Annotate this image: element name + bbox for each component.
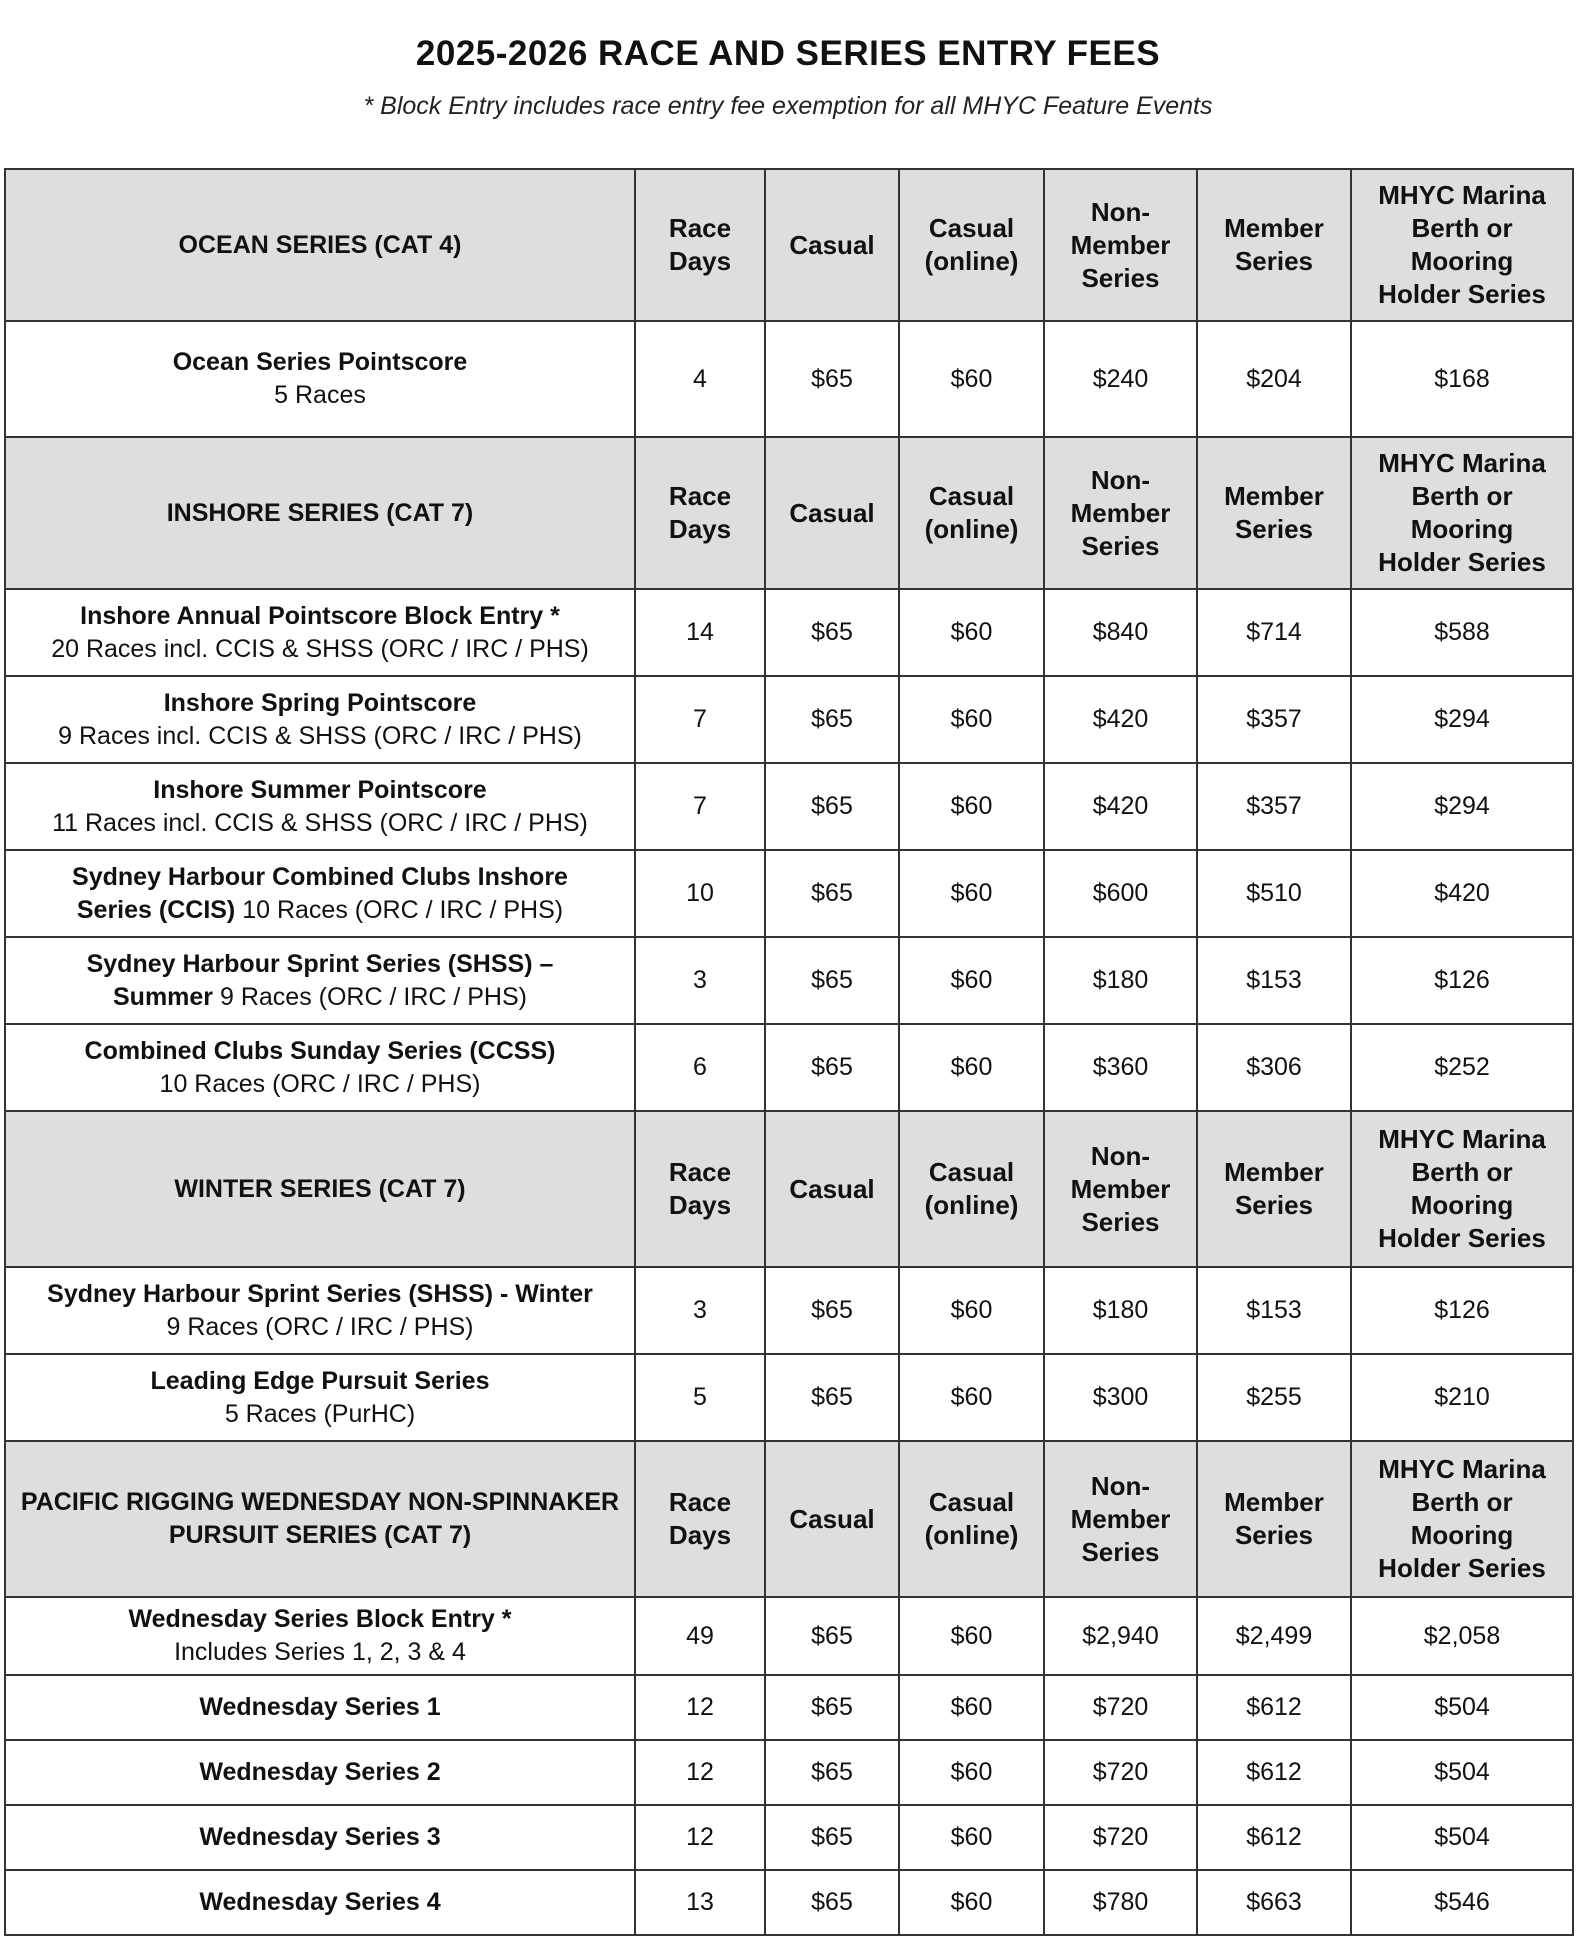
section-header-row [5,169,1573,321]
series-name-cell [5,1870,635,1935]
page-subtitle: * Block Entry includes race entry fee exemption for all MHYC Feature Events [363,92,1213,120]
cell-non-member-series: $840 [1044,589,1197,676]
cell-race-days: 13 [635,1870,765,1935]
column-header-line: Series [1234,1520,1314,1550]
column-header-casual-online [899,169,1044,321]
cell-casual: $65 [765,1675,899,1740]
cell-non-member-series: $180 [1044,937,1197,1024]
column-header-line: Member [1224,1487,1324,1517]
column-header-line: Non- [1090,1140,1151,1171]
table-row [5,1675,1573,1740]
cell-member-series: $612 [1197,1740,1351,1805]
cell-non-member-series: $2,940 [1044,1597,1197,1675]
cell-casual-online: $60 [899,850,1044,937]
column-header-line: Berth or [1411,1487,1513,1517]
column-header-line: Days [668,514,732,544]
cell-mhyc-holder-series: $126 [1351,1267,1573,1354]
cell-race-days: 12 [635,1675,765,1740]
cell-member-series: $663 [1197,1870,1351,1935]
column-header-line: Member [1070,1173,1171,1204]
cell-casual-online: $60 [899,676,1044,763]
column-header-line: Race [668,213,732,243]
cell-mhyc-holder-series: $504 [1351,1675,1573,1740]
column-header-line: Member [1070,497,1171,528]
cell-mhyc-holder-series: $252 [1351,1024,1573,1111]
cell-non-member-series: $300 [1044,1354,1197,1441]
column-header-member-series [1197,169,1351,321]
column-header-non-member-series [1044,1111,1197,1267]
cell-race-days: 4 [635,321,765,437]
column-header-non-member-series [1044,437,1197,589]
cell-casual-online: $60 [899,1805,1044,1870]
series-detail: 9 Races (ORC / IRC / PHS) [213,982,527,1011]
cell-non-member-series: $780 [1044,1870,1197,1935]
column-header-line: (online) [924,1190,1019,1220]
column-header-line: Days [668,1520,732,1550]
column-header-line: Holder Series [1378,1223,1546,1253]
cell-casual: $65 [765,1740,899,1805]
cell-member-series: $714 [1197,589,1351,676]
cell-race-days: 14 [635,589,765,676]
column-header-casual [765,1111,899,1267]
column-header-line: Berth or [1411,481,1513,511]
series-detail: 5 Races [274,381,366,409]
column-header-line: Casual [789,497,875,528]
cell-non-member-series: $600 [1044,850,1197,937]
series-name: Wednesday Series 2 [199,1758,441,1786]
series-detail: 10 Races (ORC / IRC / PHS) [235,895,564,924]
series-name: Inshore Summer Pointscore [153,775,487,804]
cell-non-member-series: $720 [1044,1740,1197,1805]
column-header-member-series [1197,437,1351,589]
column-header-line: Series [1081,262,1160,293]
series-name-cell [5,589,635,676]
cell-casual-online: $60 [899,763,1044,850]
cell-race-days: 10 [635,850,765,937]
cell-mhyc-holder-series: $546 [1351,1870,1573,1935]
series-name: Inshore Spring Pointscore [163,688,477,717]
section-header-row [5,1111,1573,1267]
cell-member-series: $306 [1197,1024,1351,1111]
series-name: Inshore Annual Pointscore Block Entry * [80,601,560,630]
cell-non-member-series: $180 [1044,1267,1197,1354]
cell-member-series: $204 [1197,321,1351,437]
column-header-line: Mooring [1410,1520,1514,1550]
cell-casual-online: $60 [899,1024,1044,1111]
series-name-cell [5,1597,635,1675]
cell-casual: $65 [765,937,899,1024]
cell-casual: $65 [765,589,899,676]
fees-table-body [5,169,1573,1935]
cell-casual: $65 [765,1354,899,1441]
column-header-casual-online [899,437,1044,589]
cell-member-series: $153 [1197,1267,1351,1354]
series-name-cell [5,937,635,1024]
column-header-line: Casual [789,229,875,260]
column-header-line: Casual [928,1157,1015,1187]
cell-casual: $65 [765,1870,899,1935]
table-row [5,1597,1573,1675]
series-detail: 20 Races incl. CCIS & SHSS (ORC / IRC / PHS) [51,634,589,663]
cell-casual: $65 [765,321,899,437]
series-detail: 10 Races (ORC / IRC / PHS) [159,1069,481,1098]
column-header-line: Member [1224,481,1324,511]
cell-casual-online: $60 [899,1870,1044,1935]
column-header-line: Holder Series [1378,279,1546,309]
column-header-line: Non- [1090,1470,1151,1501]
series-name: Series (CCIS) [76,895,236,924]
page-title: 2025-2026 RACE AND SERIES ENTRY FEES [415,34,1161,73]
series-name: Summer [113,982,214,1011]
series-name: Wednesday Series 1 [199,1693,441,1721]
series-name-cell [5,850,635,937]
series-name-cell [5,1675,635,1740]
column-header-line: Mooring [1410,1190,1514,1220]
column-header-line: (online) [924,1520,1019,1550]
series-name-cell [5,1740,635,1805]
series-detail: 9 Races (ORC / IRC / PHS) [166,1312,474,1341]
cell-race-days: 7 [635,763,765,850]
column-header-casual-online [899,1111,1044,1267]
column-header-line: Series [1234,246,1314,276]
cell-race-days: 5 [635,1354,765,1441]
cell-casual-online: $60 [899,1354,1044,1441]
column-header-line: Member [1224,213,1324,243]
cell-member-series: $2,499 [1197,1597,1351,1675]
column-header-non-member-series [1044,169,1197,321]
table-row [5,1805,1573,1870]
cell-race-days: 12 [635,1740,765,1805]
column-header-line: Casual [928,1487,1015,1517]
cell-race-days: 49 [635,1597,765,1675]
cell-member-series: $255 [1197,1354,1351,1441]
cell-race-days: 7 [635,676,765,763]
cell-non-member-series: $420 [1044,763,1197,850]
column-header-line: (online) [924,514,1019,544]
section-header-row [5,437,1573,589]
cell-casual: $65 [765,1597,899,1675]
cell-casual-online: $60 [899,1675,1044,1740]
series-name-cell [5,1805,635,1870]
column-header-line: Casual [928,481,1015,511]
column-header-line: (online) [924,246,1019,276]
column-header-casual [765,1441,899,1597]
column-header-line: Series [1081,1536,1160,1567]
series-name: Sydney Harbour Sprint Series (SHSS) – [86,949,554,978]
cell-member-series: $357 [1197,763,1351,850]
column-header-line: Days [668,246,732,276]
series-name: Leading Edge Pursuit Series [150,1366,490,1395]
column-header-line: Series [1234,1190,1314,1220]
table-row [5,937,1573,1024]
cell-casual: $65 [765,1805,899,1870]
section-title [5,1441,635,1597]
column-header-line: Holder Series [1378,547,1546,577]
column-header-line: Member [1070,229,1171,260]
table-row [5,850,1573,937]
cell-race-days: 12 [635,1805,765,1870]
cell-mhyc-holder-series: $168 [1351,321,1573,437]
cell-mhyc-holder-series: $294 [1351,763,1573,850]
column-header-member-series [1197,1441,1351,1597]
table-row [5,763,1573,850]
column-header-non-member-series [1044,1441,1197,1597]
cell-mhyc-holder-series: $210 [1351,1354,1573,1441]
table-row [5,1267,1573,1354]
column-header-line: Casual [789,1173,875,1204]
column-header-line: Berth or [1411,1157,1513,1187]
table-row [5,589,1573,676]
column-header-race-days [635,1441,765,1597]
cell-casual-online: $60 [899,937,1044,1024]
series-name: Combined Clubs Sunday Series (CCSS) [84,1036,556,1065]
column-header-line: Berth or [1411,213,1513,243]
cell-race-days: 3 [635,1267,765,1354]
series-name: Wednesday Series 3 [199,1823,441,1851]
column-header-casual-online [899,1441,1044,1597]
cell-mhyc-holder-series: $294 [1351,676,1573,763]
series-name: Ocean Series Pointscore [172,348,468,376]
table-row [5,676,1573,763]
series-detail: Includes Series 1, 2, 3 & 4 [174,1638,466,1666]
table-row [5,321,1573,437]
section-title [5,437,635,589]
series-name: Wednesday Series 4 [199,1888,441,1916]
column-header-line: MHYC Marina [1378,448,1546,478]
column-header-line: Casual [789,1503,875,1534]
section-header-row [5,1441,1573,1597]
table-row [5,1354,1573,1441]
series-name: Sydney Harbour Combined Clubs Inshore [72,862,568,891]
table-row [5,1024,1573,1111]
column-header-member-series [1197,1111,1351,1267]
section-title [5,1111,635,1267]
cell-casual-online: $60 [899,1740,1044,1805]
section-title-line: OCEAN SERIES (CAT 4) [178,230,462,259]
section-title-line: WINTER SERIES (CAT 7) [174,1174,466,1203]
section-title-line: PURSUIT SERIES (CAT 7) [168,1521,472,1549]
section-title-line: PACIFIC RIGGING WEDNESDAY NON-SPINNAKER [20,1488,620,1516]
series-name-cell [5,321,635,437]
series-name: Wednesday Series Block Entry * [128,1605,512,1633]
column-header-line: Days [668,1190,732,1220]
column-header-line: Series [1081,530,1160,561]
section-title-line: INSHORE SERIES (CAT 7) [166,498,474,527]
fees-table [4,168,1574,1936]
cell-member-series: $357 [1197,676,1351,763]
column-header-line: Casual [928,213,1015,243]
cell-non-member-series: $360 [1044,1024,1197,1111]
cell-casual-online: $60 [899,589,1044,676]
column-header-line: Member [1070,1503,1171,1534]
column-header-line: Mooring [1410,514,1514,544]
series-name-cont [12,894,628,927]
cell-non-member-series: $240 [1044,321,1197,437]
cell-casual: $65 [765,676,899,763]
series-name-cell [5,763,635,850]
cell-casual-online: $60 [899,1267,1044,1354]
series-name-cell [5,1354,635,1441]
series-detail: 11 Races incl. CCIS & SHSS (ORC / IRC / PHS) [52,808,588,837]
column-header-line: Non- [1090,196,1151,227]
series-detail: 9 Races incl. CCIS & SHSS (ORC / IRC / PHS) [58,721,582,750]
cell-mhyc-holder-series: $504 [1351,1805,1573,1870]
column-header-line: MHYC Marina [1378,1124,1546,1154]
column-header-line: Series [1234,514,1314,544]
column-header-casual [765,169,899,321]
column-header-line: Race [668,1487,732,1517]
cell-non-member-series: $720 [1044,1805,1197,1870]
column-header-mhyc-holder-series [1351,1441,1573,1597]
column-header-casual [765,437,899,589]
cell-member-series: $612 [1197,1675,1351,1740]
cell-non-member-series: $720 [1044,1675,1197,1740]
series-name: Sydney Harbour Sprint Series (SHSS) - Winter [47,1279,593,1308]
cell-mhyc-holder-series: $420 [1351,850,1573,937]
cell-casual: $65 [765,1024,899,1111]
cell-mhyc-holder-series: $126 [1351,937,1573,1024]
column-header-race-days [635,169,765,321]
cell-casual: $65 [765,1267,899,1354]
cell-member-series: $153 [1197,937,1351,1024]
cell-casual-online: $60 [899,321,1044,437]
cell-mhyc-holder-series: $588 [1351,589,1573,676]
column-header-mhyc-holder-series [1351,437,1573,589]
cell-member-series: $510 [1197,850,1351,937]
section-title [5,169,635,321]
column-header-line: Race [668,481,732,511]
cell-casual-online: $60 [899,1597,1044,1675]
column-header-line: Mooring [1410,246,1514,276]
cell-mhyc-holder-series: $504 [1351,1740,1573,1805]
column-header-line: Race [668,1157,732,1187]
column-header-line: Series [1081,1206,1160,1237]
column-header-line: Non- [1090,464,1151,495]
cell-non-member-series: $420 [1044,676,1197,763]
table-row [5,1740,1573,1805]
column-header-line: Member [1224,1157,1324,1187]
column-header-mhyc-holder-series [1351,169,1573,321]
cell-race-days: 6 [635,1024,765,1111]
cell-mhyc-holder-series: $2,058 [1351,1597,1573,1675]
series-name-cell [5,1024,635,1111]
cell-casual: $65 [765,850,899,937]
column-header-line: Holder Series [1378,1553,1546,1583]
series-detail: 5 Races (PurHC) [224,1399,416,1428]
series-name-cell [5,676,635,763]
cell-casual: $65 [765,763,899,850]
column-header-mhyc-holder-series [1351,1111,1573,1267]
table-row [5,1870,1573,1935]
column-header-race-days [635,437,765,589]
column-header-line: MHYC Marina [1378,180,1546,210]
column-header-race-days [635,1111,765,1267]
column-header-line: MHYC Marina [1378,1454,1546,1484]
series-name-cont [12,981,628,1014]
cell-race-days: 3 [635,937,765,1024]
series-name-cell [5,1267,635,1354]
cell-member-series: $612 [1197,1805,1351,1870]
